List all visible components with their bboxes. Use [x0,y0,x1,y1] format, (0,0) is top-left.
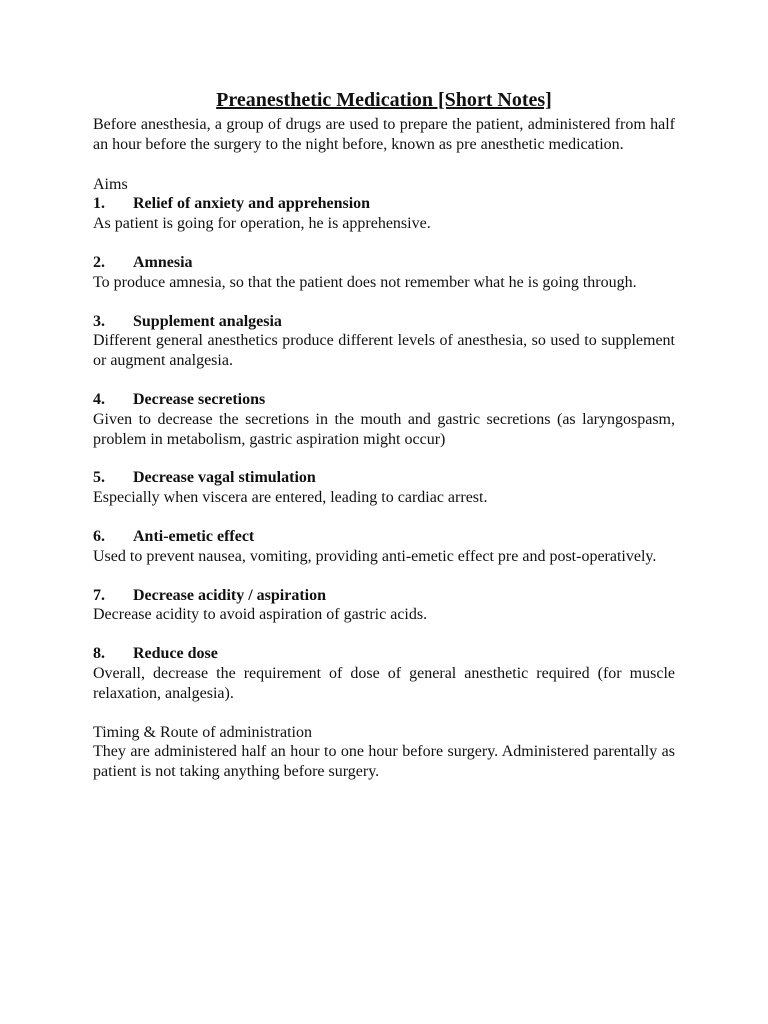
aim-number: 5. [93,469,105,487]
page-title: Preanesthetic Medication [Short Notes] [216,89,552,111]
aim-description: As patient is going for operation, he is apprehensive. [93,215,431,233]
aim-number: 4. [93,390,105,408]
aim-heading [93,468,675,488]
aims-list [93,194,675,703]
aim-description: To produce amnesia, so that the patient does not remember what he is going through. [93,273,637,291]
aim-heading [93,253,675,273]
aim-heading [93,586,675,606]
aim-description: Decrease acidity to avoid aspiration of gastric acids. [93,606,428,624]
aim-number: 2. [93,253,105,271]
aim-number: 1. [93,195,105,213]
timing-paragraph: They are administered half an hour to one hour before surgery. Administered parentally as patient is not taking anything before surgery. [93,743,675,781]
aim-title: Anti-emetic effect [133,527,255,545]
aims-label: Aims [93,175,128,193]
aim-number: 3. [93,312,105,330]
aim-heading [93,312,675,332]
document-page [93,88,675,782]
aim-item [93,390,675,449]
aim-heading [93,390,675,410]
timing-label: Timing & Route of administration [93,723,312,741]
aim-heading [93,644,675,664]
aim-title: Decrease vagal stimulation [133,469,316,487]
aim-number: 6. [93,527,105,545]
aim-title: Amnesia [133,253,193,271]
aim-item [93,194,675,234]
aim-number: 8. [93,645,105,663]
aim-description: Especially when viscera are entered, leading to cardiac arrest. [93,489,488,507]
aim-description: Different general anesthetics produce different levels of anesthesia, so used to supplement or augment analgesia. [93,332,675,370]
aim-item [93,644,675,703]
aim-heading [93,194,675,214]
aim-description: Given to decrease the secretions in the mouth and gastric secretions (as laryngospasm, problem in metabolism, gastric aspiration might occur) [93,410,675,448]
aim-item [93,527,675,567]
aim-item [93,312,675,371]
spacer [93,155,675,175]
aim-title: Decrease acidity / aspiration [133,586,327,604]
aim-title: Relief of anxiety and apprehension [133,195,371,213]
aim-title: Decrease secretions [133,390,266,408]
aim-description: Used to prevent nausea, vomiting, providing anti-emetic effect pre and post-operatively. [93,547,657,565]
aim-title: Reduce dose [133,645,218,663]
aim-item [93,468,675,508]
aim-item [93,253,675,293]
aim-description: Overall, decrease the requirement of dose of general anesthetic required (for muscle relaxation, analgesia). [93,664,675,702]
aim-heading [93,527,675,547]
aim-number: 7. [93,586,105,604]
aim-item [93,586,675,626]
intro-paragraph: Before anesthesia, a group of drugs are used to prepare the patient, administered from half an hour before the surgery to the night before, known as pre anesthetic medication. [93,116,675,153]
aim-title: Supplement analgesia [133,312,282,330]
